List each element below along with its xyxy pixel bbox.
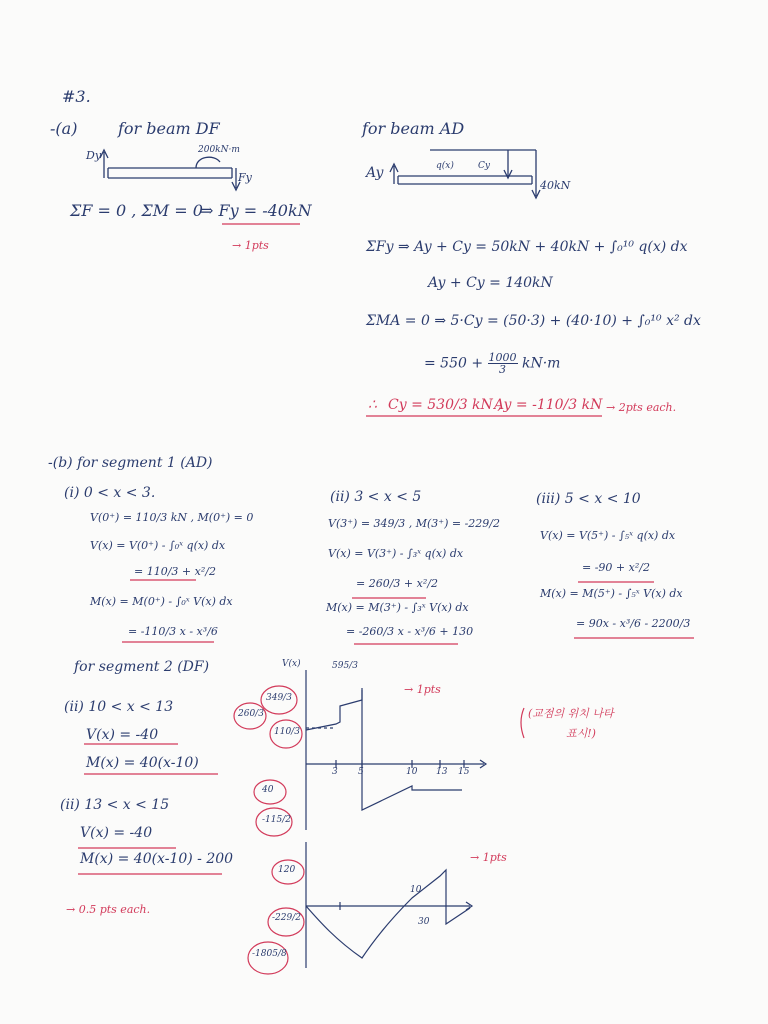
segment2-title: for segment 2 (DF) <box>74 659 210 675</box>
case-ii-line-4: M(x) = M(3⁺) - ∫₃ˣ V(x) dx <box>326 601 469 614</box>
v-tick-10: 10 <box>406 767 418 777</box>
seg2-case-iii-range: (ii) 13 < x < 15 <box>60 797 170 813</box>
case-ii-line-2: V(x) = V(3⁺) - ∫₃ˣ q(x) dx <box>328 547 464 560</box>
sum-fy-result: Ay + Cy = 140kN <box>428 275 553 291</box>
v-tick-5: 5 <box>358 767 364 777</box>
v-tick-15: 15 <box>458 767 470 777</box>
case-ii-line-5: = -260/3 x - x³/6 + 130 <box>346 625 474 638</box>
beam-ad-ay: Ay <box>366 165 384 181</box>
v-tick-3: 3 <box>332 767 338 777</box>
problem-number: #3. <box>62 87 91 106</box>
case-ii-line-1: V(3⁺) = 349/3 , M(3⁺) = -229/2 <box>328 517 501 530</box>
case-i-line-3: = 110/3 + x²/2 <box>134 565 216 578</box>
df-points: → 1pts <box>232 239 269 252</box>
part-b-label: -(b) for segment 1 (AD) <box>48 455 213 471</box>
sum-ma-result: = 550 + $\frac{1000}{3}$ kN·m <box>424 351 561 376</box>
seg2-case-iii-v: V(x) = -40 <box>80 825 153 841</box>
reactions-points: → 2pts each. <box>606 401 677 414</box>
korean-note-1: (교점의 위치 나타 <box>528 707 614 720</box>
beam-df-fy: Fy <box>238 171 252 184</box>
seg2-case-iii-m: M(x) = 40(x-10) - 200 <box>80 851 234 867</box>
beam-df-dy: Dy <box>86 149 102 162</box>
beam-ad-title: for beam AD <box>362 119 465 138</box>
v-label-3: 110/3 <box>274 727 300 737</box>
df-result: ⇒ Fy = -40kN <box>200 201 312 220</box>
case-iii-line-4: = 90x - x³/6 - 2200/3 <box>576 617 691 630</box>
each-points: → 0.5 pts each. <box>66 903 151 916</box>
case-iii-line-3: M(x) = M(5⁺) - ∫₅ˣ V(x) dx <box>540 587 683 600</box>
beam-ad-sketch <box>390 150 540 198</box>
v-label-4: 40 <box>262 785 274 795</box>
seg2-case-ii-v: V(x) = -40 <box>86 727 159 743</box>
beam-df-moment: 200kN·m <box>198 145 240 155</box>
v-tick-13: 13 <box>436 767 448 777</box>
reaction-ay: Ay = -110/3 kN <box>494 397 603 413</box>
case-iii-range: (iii) 5 < x < 10 <box>536 491 641 507</box>
case-i-line-4: M(x) = M(0⁺) - ∫₀ˣ V(x) dx <box>90 595 233 608</box>
reaction-cy: Cy = 530/3 kN , <box>388 397 502 413</box>
beam-df-sketch <box>100 150 240 190</box>
v-points: → 1pts <box>404 683 441 696</box>
beam-ad-40kn: 40kN <box>540 179 571 192</box>
part-a-label: -(a) <box>50 119 78 138</box>
shear-diagram <box>306 670 486 830</box>
m-tick-30: 30 <box>418 917 430 927</box>
m-points: → 1pts <box>470 851 507 864</box>
v-label-2: 260/3 <box>238 709 264 719</box>
v-axis-label: V(x) <box>282 659 301 669</box>
seg2-case-ii-range: (ii) 10 < x < 13 <box>64 699 174 715</box>
sum-fy: ΣFy ⇒ Ay + Cy = 50kN + 40kN + ∫₀¹⁰ q(x) dx <box>366 239 688 255</box>
seg2-case-ii-m: M(x) = 40(x-10) <box>86 755 199 771</box>
case-i-range: (i) 0 < x < 3. <box>64 485 156 501</box>
m-label-2: -229/2 <box>272 913 301 923</box>
reactions-prefix: ∴ <box>368 397 377 413</box>
beam-ad-q: q(x) <box>436 161 454 171</box>
m-label-1: 120 <box>278 865 296 875</box>
korean-note-2: 표시!) <box>566 727 596 740</box>
case-i-line-2: V(x) = V(0⁺) - ∫₀ˣ q(x) dx <box>90 539 226 552</box>
case-ii-range: (ii) 3 < x < 5 <box>330 489 422 505</box>
m-tick-10: 10 <box>410 885 422 895</box>
case-i-line-1: V(0⁺) = 110/3 kN , M(0⁺) = 0 <box>90 511 254 524</box>
sum-ma: ΣMA = 0 ⇒ 5·Cy = (50·3) + (40·10) + ∫₀¹⁰ x² dx <box>366 313 701 329</box>
df-equilibrium: ΣF = 0 , ΣM = 0 <box>70 201 203 220</box>
case-ii-line-3: = 260/3 + x²/2 <box>356 577 438 590</box>
m-label-3: -1805/8 <box>252 949 287 959</box>
moment-diagram <box>306 842 472 968</box>
case-i-line-5: = -110/3 x - x³/6 <box>128 625 218 638</box>
beam-df-title: for beam DF <box>118 119 220 138</box>
case-iii-line-2: = -90 + x²/2 <box>582 561 650 574</box>
v-label-1: 349/3 <box>266 693 292 703</box>
case-iii-line-1: V(x) = V(5⁺) - ∫₅ˣ q(x) dx <box>540 529 676 542</box>
v-label-5: -115/2 <box>262 815 291 825</box>
v-top-label: 595/3 <box>332 661 358 671</box>
beam-ad-cy: Cy <box>478 161 490 171</box>
